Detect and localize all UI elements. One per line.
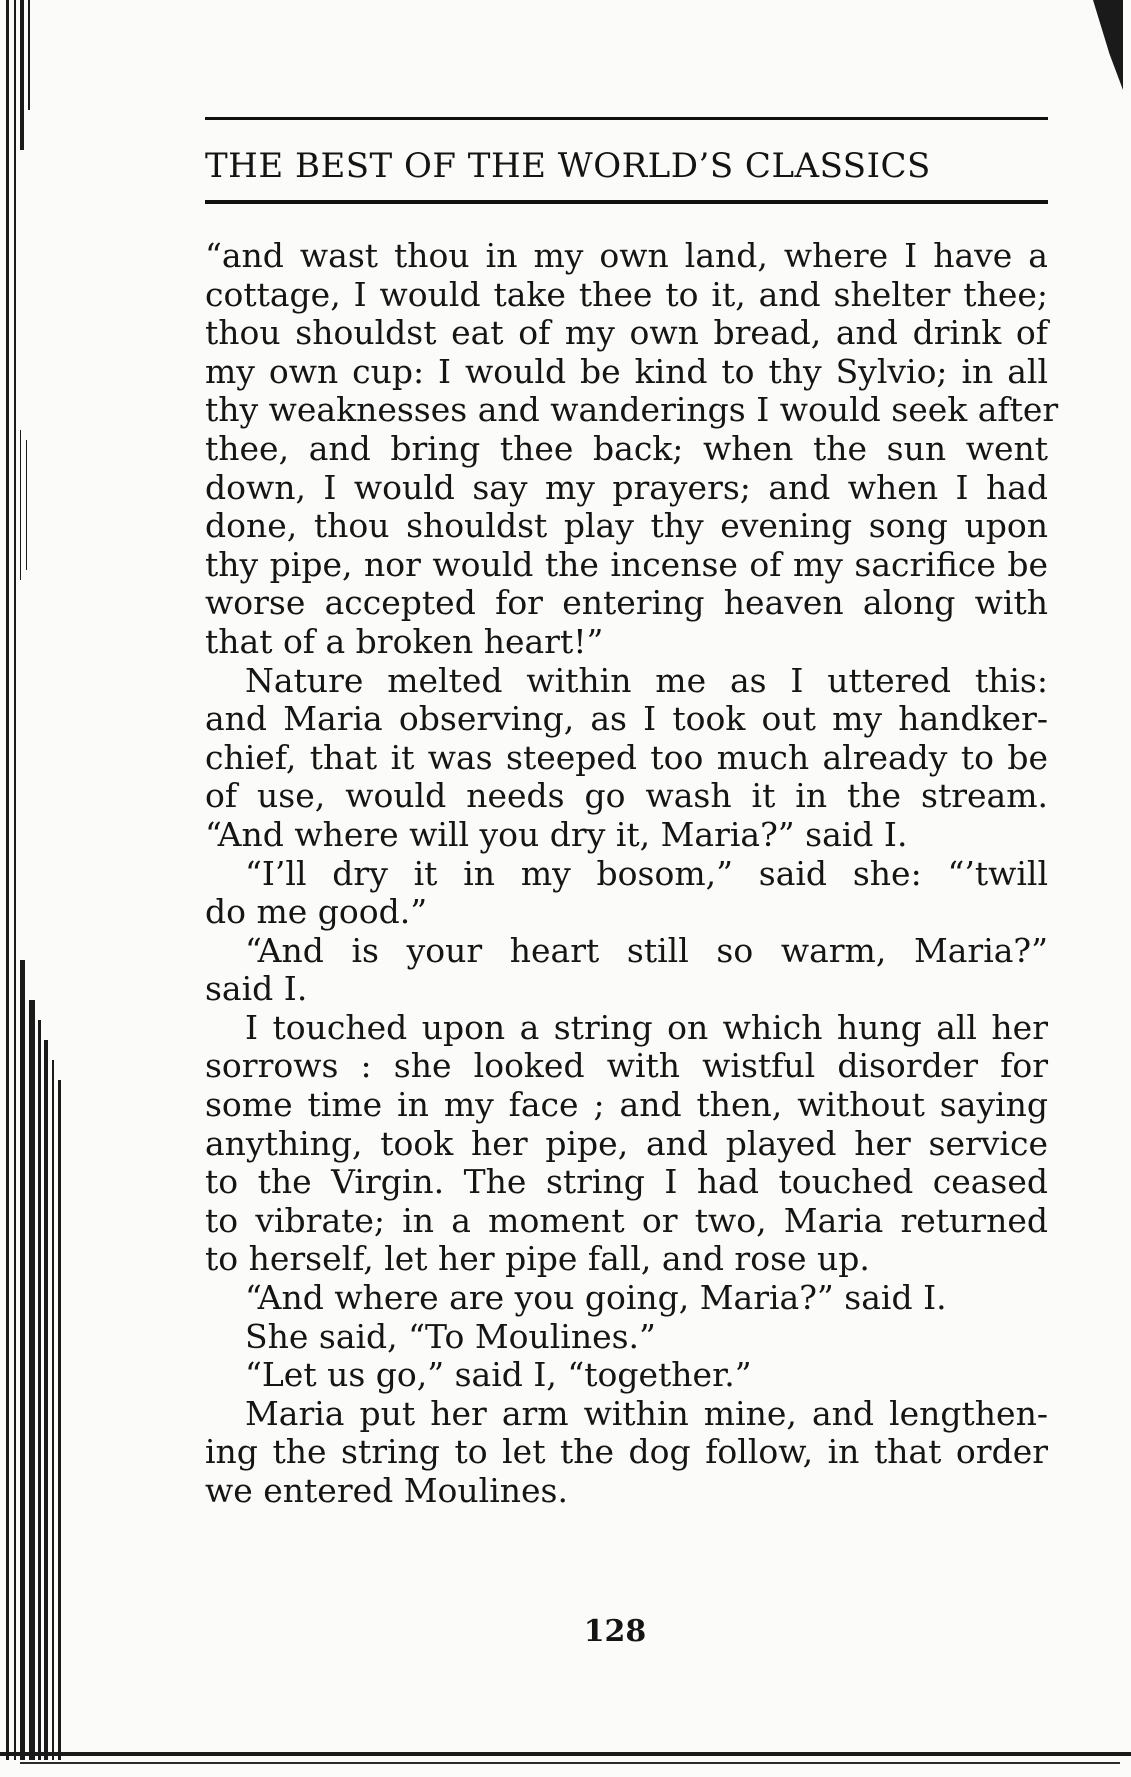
text-line: sorrows : she looked with wistful disorder for [205,1046,1048,1086]
spine-line [38,1020,41,1760]
spine-line [44,1040,48,1760]
text-line: “And is your heart still so warm, Maria?” [245,930,1048,970]
text-line: my own cup: I would be kind to thy Sylvio; in all [205,351,1048,391]
text-line: and Maria observing, as I took out my handker- [205,699,1048,739]
page-corner-shadow [1093,0,1123,90]
running-head: THE BEST OF THE WORLD’S CLASSICS [205,146,931,186]
text-line: some time in my face ; and then, without saying [205,1085,1048,1125]
top-rule [205,117,1048,120]
text-line: “I’ll dry it in my bosom,” said she: “’twill [245,853,1048,893]
text-line: of use, would needs go wash it in the stream. [205,776,1048,816]
text-line: I touched upon a string on which hung all her [245,1007,1048,1047]
text-line: to vibrate; in a moment or two, Maria returned [205,1200,1048,1240]
text-line: chief, that it was steeped too much already to be [205,737,1048,777]
spine-line [20,960,25,1760]
text-line: do me good.” [205,892,428,932]
text-line: “and wast thou in my own land, where I have a [205,236,1048,275]
text-line: She said, “To Moulines.” [245,1316,656,1356]
spine-line [58,1080,61,1760]
text-line: thy pipe, nor would the incense of my sacrifice be [205,544,1048,584]
text-line: to herself, let her pipe fall, and rose up. [205,1239,870,1279]
spine-shadow [0,0,85,1777]
text-line: “Let us go,” said I, “together.” [245,1355,752,1395]
text-line: said I. [205,969,308,1009]
text-line: thy weaknesses and wanderings I would seek after [205,390,1059,430]
text-line: anything, took her pipe, and played her service [205,1123,1048,1163]
body-text [205,236,1059,1511]
text-line: “And where will you dry it, Maria?” said I. [205,814,908,854]
bottom-page-edge [0,1752,1131,1756]
spine-line [29,1000,35,1760]
spine-line [26,440,27,570]
spine-line [6,0,9,1760]
text-line: Nature melted within me as I uttered this: [245,660,1048,700]
text-line: “And where are you going, Maria?” said I. [245,1278,947,1318]
header-rule [205,200,1048,204]
page-number: 128 [583,1614,647,1649]
text-line: thee, and bring thee back; when the sun went [205,428,1048,468]
bottom-page-edge-thin [20,1762,1120,1764]
text-line: Maria put her arm within mine, and lengthen- [245,1393,1048,1433]
spine-line [28,0,30,110]
spine-line [20,0,24,150]
text-line: ing the string to let the dog follow, in that order [205,1432,1048,1472]
text-line: thou shouldst eat of my own bread, and drink of [205,313,1048,353]
text-line: to the Virgin. The string I had touched ceased [205,1162,1048,1202]
text-line: that of a broken heart!” [205,621,604,661]
spine-line [14,0,16,1760]
text-line: we entered Moulines. [205,1471,568,1510]
text-line: down, I would say my prayers; and when I had [205,467,1048,507]
text-line: cottage, I would take thee to it, and shelter thee; [205,274,1048,314]
text-line: worse accepted for entering heaven along with [205,583,1048,623]
text-line: done, thou shouldst play thy evening song upon [205,506,1048,546]
spine-line [20,430,21,580]
spine-line [52,1060,54,1760]
